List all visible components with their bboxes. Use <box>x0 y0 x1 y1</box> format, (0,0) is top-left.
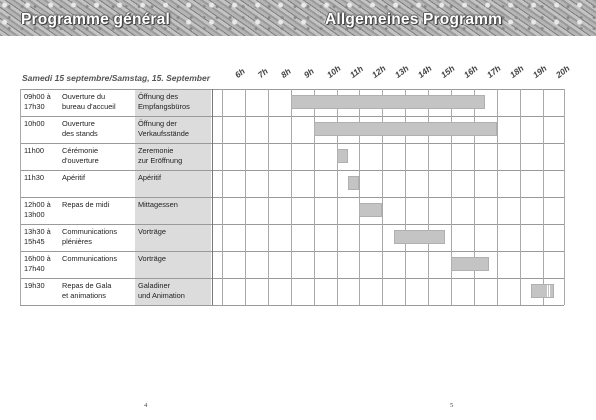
event-french <box>62 119 98 139</box>
hour-label: 20h <box>553 63 572 80</box>
event-german <box>138 254 166 264</box>
row-divider <box>20 251 564 252</box>
hour-label: 10h <box>324 63 343 80</box>
event-french-line: bureau d'accueil <box>62 102 116 111</box>
event-german-line: Empfangsbüros <box>138 102 190 111</box>
date-label: Samedi 15 septembre/Samstag, 15. September <box>22 73 211 83</box>
event-french-line: Communications <box>62 227 118 236</box>
row-divider <box>20 305 564 306</box>
event-french-line: Repas de Gala <box>62 281 112 290</box>
event-time <box>24 92 51 112</box>
event-bar <box>314 122 497 136</box>
grid-line <box>268 89 269 305</box>
hour-label: 14h <box>416 63 434 80</box>
event-french-line: Repas de midi <box>62 200 110 209</box>
event-bar <box>394 230 446 244</box>
row-divider <box>20 89 564 90</box>
event-bar <box>451 257 489 271</box>
event-german <box>138 227 166 237</box>
event-german <box>138 173 161 183</box>
hour-label: 16h <box>461 63 480 80</box>
event-german-line: Zeremonie <box>138 146 174 155</box>
event-time-line: 12h00 à <box>24 200 51 209</box>
event-german-line: Vorträge <box>138 254 166 263</box>
grid-line <box>520 89 521 305</box>
hour-label: 15h <box>438 63 457 80</box>
event-time-line: 16h00 à <box>24 254 51 263</box>
title-french: Programme général <box>21 11 170 28</box>
hour-label: 9h <box>301 66 316 80</box>
event-time <box>24 173 44 183</box>
event-time-line: 13h30 à <box>24 227 51 236</box>
event-french-line: Apéritif <box>62 173 86 182</box>
grid-line <box>564 89 565 305</box>
grid-line <box>543 89 544 305</box>
event-french-line: Ouverture <box>62 119 95 128</box>
event-bar <box>291 95 486 109</box>
event-time <box>24 254 51 274</box>
hour-label: 13h <box>393 63 411 80</box>
hour-label: 19h <box>530 63 549 80</box>
event-bar <box>348 176 359 190</box>
hour-label: 7h <box>255 66 270 80</box>
event-french-line: Communications <box>62 254 118 263</box>
event-time-line: 15h45 <box>24 237 45 246</box>
event-german <box>138 92 190 112</box>
row-divider <box>20 224 564 225</box>
event-time <box>24 200 51 220</box>
event-french <box>62 146 99 166</box>
event-time-line: 17h30 <box>24 102 45 111</box>
event-french <box>62 92 116 112</box>
hour-label: 17h <box>484 63 503 80</box>
event-french <box>62 254 117 264</box>
event-german <box>138 119 189 139</box>
event-time-line: 17h40 <box>24 264 45 273</box>
row-divider <box>20 170 564 171</box>
event-time <box>24 227 51 247</box>
event-french-line: plénières <box>62 237 92 246</box>
event-bar <box>531 284 554 298</box>
event-french-line: Cérémonie <box>62 146 99 155</box>
hour-label: 18h <box>507 63 526 80</box>
event-german <box>138 200 178 210</box>
event-german-line: Vorträge <box>138 227 166 236</box>
event-bar <box>337 149 348 163</box>
event-german-line: Öffnung der <box>138 119 177 128</box>
grid-line <box>497 89 498 305</box>
event-french <box>62 281 111 301</box>
page-number-right: 5 <box>450 402 454 409</box>
event-time-line: 19h30 <box>24 281 45 290</box>
hour-label: 8h <box>278 66 293 80</box>
event-german-line: Mittagessen <box>138 200 178 209</box>
event-time <box>24 281 45 291</box>
grid-line <box>222 89 223 305</box>
row-divider <box>20 116 564 117</box>
event-german-line: Apéritif <box>138 173 162 182</box>
event-german-line: Verkaufsstände <box>138 129 189 138</box>
event-bar <box>359 203 382 217</box>
event-french-line: Ouverture du <box>62 92 106 101</box>
header-banner <box>0 0 596 36</box>
grid-line <box>212 89 213 305</box>
event-french-line: d'ouverture <box>62 156 99 165</box>
grid-line <box>20 89 21 305</box>
hour-label: 12h <box>370 63 388 80</box>
event-time <box>24 146 44 156</box>
event-time-line: 11h30 <box>24 173 45 182</box>
event-time <box>24 119 45 129</box>
hour-label: 11h <box>347 63 365 80</box>
event-german-line: Galadiner <box>138 281 171 290</box>
row-divider <box>20 278 564 279</box>
row-divider <box>20 197 564 198</box>
event-time-line: 10h00 <box>24 119 45 128</box>
page-number-left: 4 <box>144 402 148 409</box>
grid-line <box>245 89 246 305</box>
event-german <box>138 146 182 166</box>
event-german-line: Öffnung des <box>138 92 179 101</box>
event-time-line: 09h00 à <box>24 92 51 101</box>
event-german-line: zur Eröffnung <box>138 156 183 165</box>
title-german: Allgemeines Programm <box>325 11 503 28</box>
event-german-line: und Animation <box>138 291 185 300</box>
grid-line <box>291 89 292 305</box>
row-divider <box>20 143 564 144</box>
event-french <box>62 200 109 210</box>
event-time-line: 13h00 <box>24 210 45 219</box>
event-french-line: des stands <box>62 129 98 138</box>
event-french <box>62 227 117 247</box>
hour-label: 6h <box>232 66 247 80</box>
event-french-line: et animations <box>62 291 106 300</box>
event-german <box>138 281 185 301</box>
event-time-line: 11h00 <box>24 146 45 155</box>
schedule-table <box>20 89 564 305</box>
event-french <box>62 173 85 183</box>
